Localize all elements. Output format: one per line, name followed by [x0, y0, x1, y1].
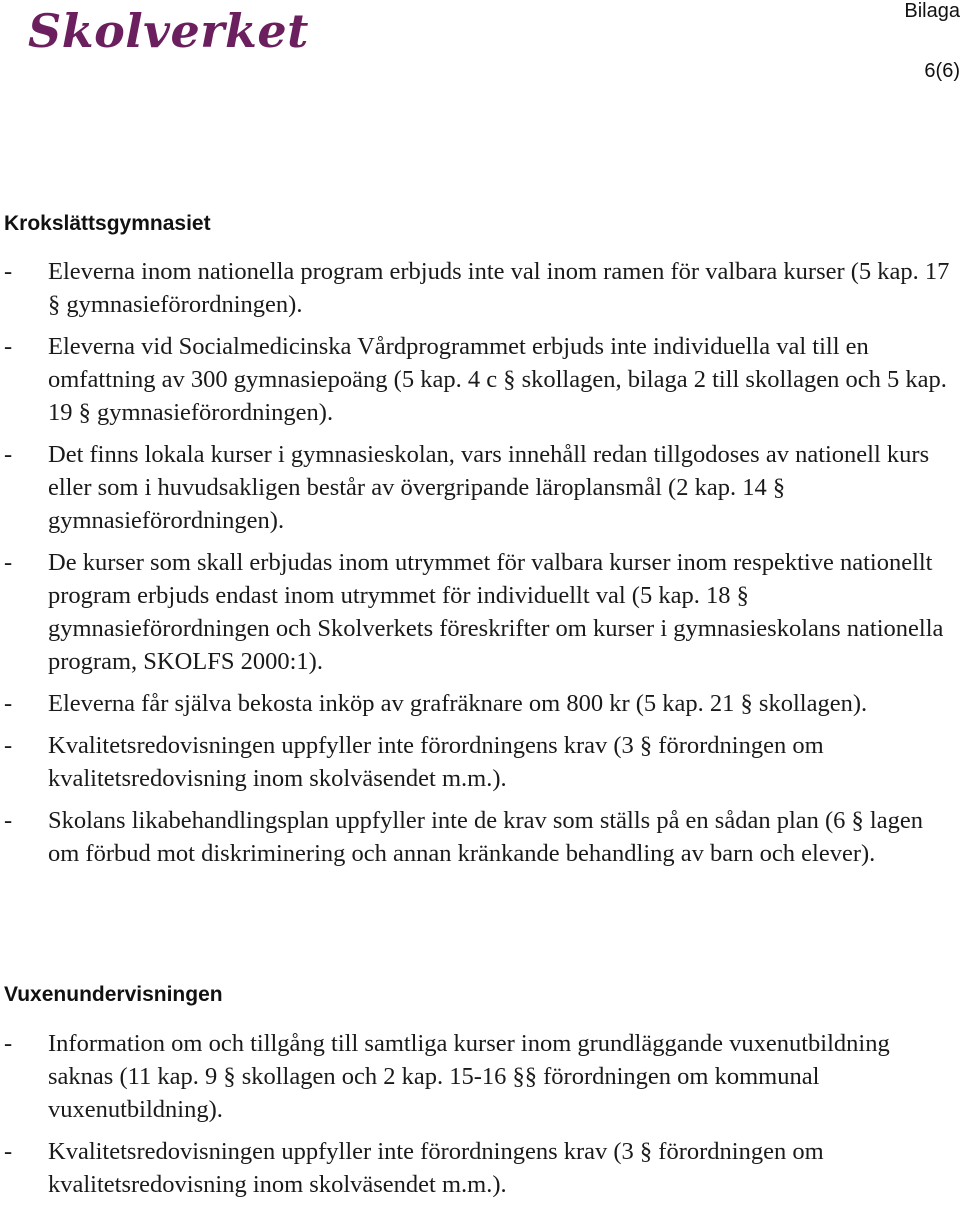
section-heading-krokslattsgymnasiet: Krokslättsgymnasiet	[4, 212, 211, 235]
list-item-text: Information om och tillgång till samtliga kurser inom grundläggande vuxenutbildning saknas (11 kap. 9 § skollagen och 2 kap. 15-16 §§ förordningen om kommunal vuxenutbildning).	[48, 1030, 890, 1123]
list-item	[4, 687, 954, 720]
section-heading-vuxenundervisningen: Vuxenundervisningen	[4, 983, 223, 1006]
list-item-text: Kvalitetsredovisningen uppfyller inte förordningens krav (3 § förordningen om kvalitetsredovisning inom skolväsendet m.m.).	[48, 1138, 824, 1198]
bullet-dash: -	[4, 258, 13, 285]
list-item	[4, 804, 954, 870]
list-item	[4, 330, 954, 429]
list-item-text: Det finns lokala kurser i gymnasieskolan, vars innehåll redan tillgodoses av nationell kurs eller som i huvudsakligen består av övergripande läroplansmål (2 kap. 14 § gymnasieförordningen).	[48, 441, 930, 534]
list-item-text: Eleverna inom nationella program erbjuds inte val inom ramen för valbara kurser (5 kap. 17 § gymnasieförordningen).	[48, 258, 950, 318]
list-item	[4, 1135, 954, 1201]
list-item-text: De kurser som skall erbjudas inom utrymmet för valbara kurser inom respektive nationellt program erbjuds endast inom utrymmet för individuellt val (5 kap. 18 § gymnasieförordningen och Skolverkets föreskrifter om kurser i gymnasieskolans nationella program, SKOLFS 2000:1).	[48, 549, 944, 675]
list-item	[4, 255, 954, 321]
bullet-dash: -	[4, 732, 13, 759]
findings-list-vuxenundervisningen	[4, 1027, 954, 1210]
list-item-text: Kvalitetsredovisningen uppfyller inte förordningens krav (3 § förordningen om kvalitetsredovisning inom skolväsendet m.m.).	[48, 732, 824, 792]
list-item	[4, 729, 954, 795]
findings-list-krokslattsgymnasiet	[4, 255, 954, 879]
skolverket-logo: Skolverket	[28, 4, 309, 58]
list-item-text: Eleverna vid Socialmedicinska Vårdprogrammet erbjuds inte individuella val till en omfattning av 300 gymnasiepoäng (5 kap. 4 c § skollagen, bilaga 2 till skollagen och 5 kap. 19 § gymnasieförordningen).	[48, 333, 947, 426]
list-item	[4, 546, 954, 678]
bullet-dash: -	[4, 1138, 13, 1165]
bullet-dash: -	[4, 549, 13, 576]
list-item	[4, 1027, 954, 1126]
bullet-dash: -	[4, 690, 13, 717]
attachment-label: Bilaga	[904, 0, 960, 22]
bullet-dash: -	[4, 333, 13, 360]
page-number: 6(6)	[924, 60, 960, 82]
list-item-text: Skolans likabehandlingsplan uppfyller inte de krav som ställs på en sådan plan (6 § lagen om förbud mot diskriminering och annan kränkande behandling av barn och elever).	[48, 807, 923, 867]
bullet-dash: -	[4, 441, 13, 468]
bullet-dash: -	[4, 1030, 13, 1057]
list-item	[4, 438, 954, 537]
list-item-text: Eleverna får själva bekosta inköp av grafräknare om 800 kr (5 kap. 21 § skollagen).	[48, 690, 868, 717]
bullet-dash: -	[4, 807, 13, 834]
